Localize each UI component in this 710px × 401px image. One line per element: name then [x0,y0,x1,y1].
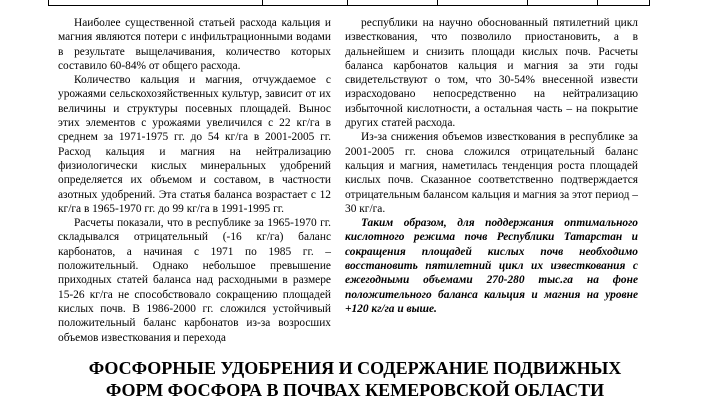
table-divider [347,0,348,5]
left-column [58,16,331,345]
paragraph: Количество кальция и магния, отчуждаемое с урожаями сельскохозяйственных культур, зависит от их величины и структуры посевных площадей. Вынос этих элементов с урожаями увеличился с 22 кг/га в среднем за 1971-1975 гг. до 54 кг/га в 2001-2005 гг. Расход кальция и магния на нейтрализацию физиологически кислых минеральных удобрений определяется их объемом и составом, в частности азотных удобрений. Эта статья баланса возрастает с 12 кг/га в 1965-1970 гг. до 99 кг/га в 1991-1995 гг. [58,74,331,215]
table-divider [527,0,528,5]
paragraph: Расчеты показали, что в республике за 1965-1970 гг. складывался отрицательный (-16 кг/га) баланс карбонатов, а начиная с 1971 по 1985 гг. – положительный. Однако небольшое превышение приходных статей баланса над расходными в размере 15-26 кг/га не способствовало сокращению площадей кислых почв. В 1986-2000 гг. сложился устойчивый положительный баланс карбонатов из-за возросших объемов известкования и перехода [58,217,331,344]
table-divider [262,0,263,5]
next-article-title [0,357,710,401]
paragraph: Из-за снижения объемов известкования в республике за 2001-2005 гг. снова сложился отрицательный баланс кальция и магния, наметилась тенденция роста площадей кислых почв. Сказанное соответственно подтверждается отрицательным балансом кальция и магния за этот период – 30 кг/га. [345,131,638,215]
paragraph: Наиболее существенной статьей расхода кальция и магния являются потери с инфильтрационными водами в результате выщелачивания, количество которых составило 60-84% от общего расхода. [58,17,331,72]
table-divider [597,0,598,5]
table-divider [437,0,438,5]
table-fragment [48,0,650,6]
conclusion-paragraph: Таким образом, для поддержания оптимального кислотного режима почв Республики Татарстан и сокращения площадей кислых почв необходимо восстановить пятилетний цикл их известкования с ежегодными объемами 270-280 тыс.га на фоне положительного баланса кальция и магния на уровне +120 кг/га и выше. [345,217,638,315]
title-line: ФОСФОРНЫЕ УДОБРЕНИЯ И СОДЕРЖАНИЕ ПОДВИЖНЫХ [88,358,622,378]
title-line: ФОРМ ФОСФОРА В ПОЧВАХ КЕМЕРОВСКОЙ ОБЛАСТИ [105,380,605,400]
right-column [345,16,638,316]
paragraph: республики на научно обоснованный пятилетний цикл известкования, что позволило приостановить, а в дальнейшем и снизить площади кислых почв. Расчеты баланса карбонатов кальция и магния за эти годы свидетельствуют о том, что 30-54% внесенной извести израсходовано непосредственно на нейтрализацию избыточной кислотности, а остальная часть – на покрытие других статей расхода. [345,17,638,130]
